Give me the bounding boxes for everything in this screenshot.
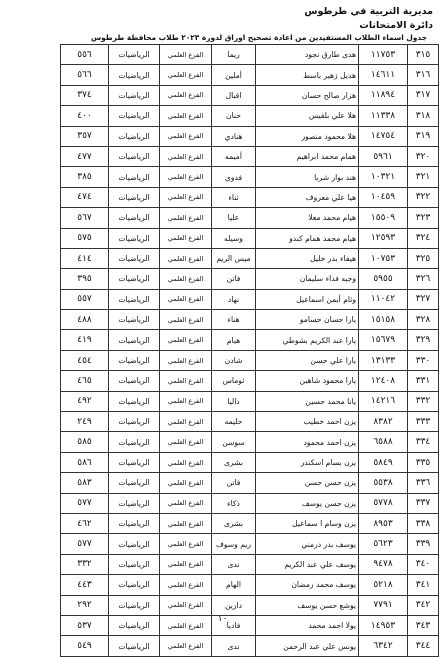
row-seq-number: ٣٢٨ <box>408 310 439 330</box>
row-student-name: هدى طارق نجود <box>256 45 359 65</box>
row-exam-number: ٥٥٣٨ <box>359 473 408 493</box>
row-seq-number: ٣٣٢ <box>408 391 439 411</box>
row-subject: الرياضيات <box>109 228 160 248</box>
row-mark: ٤١٩ <box>61 330 109 350</box>
row-mother-name: دارين <box>212 595 256 615</box>
row-mother-name: بشرى <box>212 513 256 533</box>
row-mother-name: هناء <box>212 310 256 330</box>
row-mother-name: بشرى <box>212 452 256 472</box>
row-branch: الفرع العلمي <box>160 493 212 513</box>
row-mark: ٢٤٩ <box>61 412 109 432</box>
row-subject: الرياضيات <box>109 371 160 391</box>
row-mother-name: وسيله <box>212 228 256 248</box>
row-branch: الفرع العلمي <box>160 330 212 350</box>
row-student-name: يارا عبد الكريم بشوطي <box>256 330 359 350</box>
row-mother-name: ذكاء <box>212 493 256 513</box>
row-branch: الفرع العلمي <box>160 269 212 289</box>
row-mark: ٥٧٥ <box>61 228 109 248</box>
row-student-name: هيفاء بدر خليل <box>256 248 359 268</box>
row-branch: الفرع العلمي <box>160 248 212 268</box>
table-row <box>61 228 439 248</box>
row-student-name: هند بوار شربا <box>256 167 359 187</box>
row-seq-number: ٣٣٣ <box>408 412 439 432</box>
row-branch: الفرع العلمي <box>160 534 212 554</box>
row-student-name: يولا احمد محمد <box>256 615 359 635</box>
row-mother-name: هنادي <box>212 126 256 146</box>
row-subject: الرياضيات <box>109 269 160 289</box>
row-subject: الرياضيات <box>109 65 160 85</box>
row-mark: ٤٨٨ <box>61 310 109 330</box>
row-subject: الرياضيات <box>109 554 160 574</box>
row-subject: الرياضيات <box>109 167 160 187</box>
row-subject: الرياضيات <box>109 146 160 166</box>
row-mark: ٣٩٥ <box>61 269 109 289</box>
row-seq-number: ٣١٧ <box>408 85 439 105</box>
table-row <box>61 513 439 533</box>
row-exam-number: ١٠٤٥٩ <box>359 187 408 207</box>
row-mother-name: ثوماس <box>212 371 256 391</box>
row-student-name: يوسف محمد رمضان <box>256 575 359 595</box>
table-row <box>61 289 439 309</box>
row-student-name: يارا علي حسن <box>256 350 359 370</box>
table-row <box>61 106 439 126</box>
row-mother-name: فاديا <box>212 615 256 635</box>
table-row <box>61 330 439 350</box>
row-exam-number: ١٥١٥٨ <box>359 310 408 330</box>
table-row <box>61 452 439 472</box>
row-subject: الرياضيات <box>109 350 160 370</box>
row-mother-name: اقبال <box>212 85 256 105</box>
row-student-name: هلا علي بلقيس <box>256 106 359 126</box>
row-branch: الفرع العلمي <box>160 391 212 411</box>
row-branch: الفرع العلمي <box>160 412 212 432</box>
row-mother-name: ندى <box>212 636 256 656</box>
table-row <box>61 636 439 656</box>
row-exam-number: ١٢٥٩٣ <box>359 228 408 248</box>
row-branch: الفرع العلمي <box>160 65 212 85</box>
row-seq-number: ٣٣١ <box>408 371 439 391</box>
row-student-name: يزن وسام ا سماعيل <box>256 513 359 533</box>
row-seq-number: ٣٣٨ <box>408 513 439 533</box>
row-exam-number: ٥٢١٨ <box>359 575 408 595</box>
row-mark: ٢٩٢ <box>61 595 109 615</box>
row-exam-number: ١٥٥٠٩ <box>359 208 408 228</box>
row-seq-number: ٣٤٢ <box>408 595 439 615</box>
row-mother-name: سوسن <box>212 432 256 452</box>
row-mark: ٥٨٦ <box>61 452 109 472</box>
row-student-name: يزن حسن يوسف <box>256 493 359 513</box>
row-branch: الفرع العلمي <box>160 167 212 187</box>
row-seq-number: ٣١٩ <box>408 126 439 146</box>
row-student-name: وئام أيمن اسماعيل <box>256 289 359 309</box>
row-mark: ٣٣٢ <box>61 554 109 574</box>
table-row <box>61 473 439 493</box>
row-subject: الرياضيات <box>109 248 160 268</box>
row-mother-name: ندى <box>212 554 256 574</box>
row-student-name: يوسف علي عبد الكريم <box>256 554 359 574</box>
department-title: دائرة الامتحانات <box>359 20 433 31</box>
row-seq-number: ٣٣٦ <box>408 473 439 493</box>
row-seq-number: ٣٢٥ <box>408 248 439 268</box>
row-student-name: يارا محمود شاهين <box>256 371 359 391</box>
row-mark: ٤٧٧ <box>61 146 109 166</box>
row-mark: ٥٥٦ <box>61 45 109 65</box>
row-branch: الفرع العلمي <box>160 310 212 330</box>
row-exam-number: ٨٩٥٣ <box>359 513 408 533</box>
table-row <box>61 493 439 513</box>
row-student-name: هيام محمد همام كندو <box>256 228 359 248</box>
row-student-name: يارا حسان حسامو <box>256 310 359 330</box>
row-branch: الفرع العلمي <box>160 187 212 207</box>
row-branch: الفرع العلمي <box>160 371 212 391</box>
row-exam-number: ٨٣٨٢ <box>359 412 408 432</box>
row-mother-name: الهام <box>212 575 256 595</box>
row-exam-number: ٥٦٢٣ <box>359 534 408 554</box>
row-student-name: هديل زهير باسط <box>256 65 359 85</box>
row-subject: الرياضيات <box>109 126 160 146</box>
row-exam-number: ٧٧٩١ <box>359 595 408 615</box>
row-subject: الرياضيات <box>109 106 160 126</box>
row-mark: ٥٦٦ <box>61 65 109 85</box>
row-exam-number: ١٢٤٠٨ <box>359 371 408 391</box>
table-row <box>61 595 439 615</box>
table-row <box>61 167 439 187</box>
row-student-name: يزن بسام اسكندر <box>256 452 359 472</box>
row-mother-name: نهاد <box>212 289 256 309</box>
row-mark: ٤٤٣ <box>61 575 109 595</box>
row-branch: الفرع العلمي <box>160 106 212 126</box>
row-exam-number: ٥٩٥٥ <box>359 269 408 289</box>
row-mother-name: حليمه <box>212 412 256 432</box>
table-row <box>61 146 439 166</box>
row-student-name: يزن احمد محمود <box>256 432 359 452</box>
row-exam-number: ٩٤٧٨ <box>359 554 408 574</box>
row-seq-number: ٣٢٧ <box>408 289 439 309</box>
row-branch: الفرع العلمي <box>160 513 212 533</box>
row-branch: الفرع العلمي <box>160 554 212 574</box>
row-seq-number: ٣٢٩ <box>408 330 439 350</box>
row-mark: ٤٩٢ <box>61 391 109 411</box>
row-seq-number: ٣٤٤ <box>408 636 439 656</box>
table-row <box>61 575 439 595</box>
row-mother-name: عليا <box>212 208 256 228</box>
row-seq-number: ٣٢٤ <box>408 228 439 248</box>
row-exam-number: ١١٧٥٣ <box>359 45 408 65</box>
row-exam-number: ١١٣٣٨ <box>359 106 408 126</box>
row-branch: الفرع العلمي <box>160 615 212 635</box>
row-exam-number: ١١٨٩٤ <box>359 85 408 105</box>
row-branch: الفرع العلمي <box>160 289 212 309</box>
row-subject: الرياضيات <box>109 452 160 472</box>
page-number: ١٠ <box>217 614 228 624</box>
row-branch: الفرع العلمي <box>160 452 212 472</box>
row-branch: الفرع العلمي <box>160 208 212 228</box>
row-seq-number: ٣٣٧ <box>408 493 439 513</box>
row-seq-number: ٣٤٣ <box>408 615 439 635</box>
row-mark: ٤٧٤ <box>61 187 109 207</box>
row-subject: الرياضيات <box>109 208 160 228</box>
row-mark: ٥٨٥ <box>61 432 109 452</box>
row-branch: الفرع العلمي <box>160 126 212 146</box>
row-mother-name: فاتن <box>212 473 256 493</box>
row-mother-name: شادن <box>212 350 256 370</box>
row-mark: ٥٧٧ <box>61 534 109 554</box>
row-subject: الرياضيات <box>109 513 160 533</box>
row-mark: ٤٠٠ <box>61 106 109 126</box>
row-seq-number: ٣٣٩ <box>408 534 439 554</box>
row-mark: ٣٥٧ <box>61 126 109 146</box>
table-row <box>61 371 439 391</box>
table-row <box>61 269 439 289</box>
table-row <box>61 554 439 574</box>
row-mother-name: حنان <box>212 106 256 126</box>
row-seq-number: ٣٢٣ <box>408 208 439 228</box>
row-exam-number: ١٥٦٧٩ <box>359 330 408 350</box>
row-subject: الرياضيات <box>109 310 160 330</box>
row-exam-number: ١٠٧٥٣ <box>359 248 408 268</box>
row-branch: الفرع العلمي <box>160 432 212 452</box>
row-mother-name: ريم وسوف <box>212 534 256 554</box>
row-mother-name: فاتن <box>212 269 256 289</box>
row-subject: الرياضيات <box>109 187 160 207</box>
row-seq-number: ٣٢٦ <box>408 269 439 289</box>
row-subject: الرياضيات <box>109 575 160 595</box>
row-seq-number: ٣٣٥ <box>408 452 439 472</box>
row-subject: الرياضيات <box>109 636 160 656</box>
row-seq-number: ٣٤٠ <box>408 554 439 574</box>
row-seq-number: ٣٢٢ <box>408 187 439 207</box>
table-row <box>61 187 439 207</box>
row-student-name: هلا محمود منصور <box>256 126 359 146</box>
row-student-name: يانا محمد حسين <box>256 391 359 411</box>
row-branch: الفرع العلمي <box>160 473 212 493</box>
row-mother-name: ريما <box>212 45 256 65</box>
row-student-name: يوسف بدر درمني <box>256 534 359 554</box>
row-subject: الرياضيات <box>109 493 160 513</box>
row-subject: الرياضيات <box>109 595 160 615</box>
row-seq-number: ٣٣٠ <box>408 350 439 370</box>
row-student-name: وجيه فداء سليمان <box>256 269 359 289</box>
row-mother-name: هيام <box>212 330 256 350</box>
row-mark: ٤٥٤ <box>61 350 109 370</box>
row-student-name: يونس علي عبد الرحمن <box>256 636 359 656</box>
row-branch: الفرع العلمي <box>160 228 212 248</box>
row-subject: الرياضيات <box>109 85 160 105</box>
row-branch: الفرع العلمي <box>160 595 212 615</box>
row-student-name: هيا علي معروف <box>256 187 359 207</box>
row-mother-name: داليا <box>212 391 256 411</box>
row-seq-number: ٣٣٤ <box>408 432 439 452</box>
row-mark: ٥٧٧ <box>61 493 109 513</box>
row-branch: الفرع العلمي <box>160 146 212 166</box>
row-mark: ٥٦٧ <box>61 208 109 228</box>
row-seq-number: ٣١٦ <box>408 65 439 85</box>
table-row <box>61 391 439 411</box>
row-student-name: همام محمد ابراهيم <box>256 146 359 166</box>
row-subject: الرياضيات <box>109 412 160 432</box>
row-seq-number: ٣٤١ <box>408 575 439 595</box>
table-row <box>61 534 439 554</box>
row-seq-number: ٣٢٠ <box>408 146 439 166</box>
row-mark: ٥٨٣ <box>61 473 109 493</box>
table-row <box>61 412 439 432</box>
row-exam-number: ٦٣٤٢ <box>359 636 408 656</box>
table-row <box>61 350 439 370</box>
row-exam-number: ٥٨٤٩ <box>359 452 408 472</box>
row-seq-number: ٣٢١ <box>408 167 439 187</box>
row-mother-name: أميمه <box>212 146 256 166</box>
row-exam-number: ٦٥٨٨ <box>359 432 408 452</box>
table-row <box>61 310 439 330</box>
table-row <box>61 45 439 65</box>
row-mother-name: ثناء <box>212 187 256 207</box>
row-subject: الرياضيات <box>109 45 160 65</box>
table-row <box>61 432 439 452</box>
row-seq-number: ٣١٨ <box>408 106 439 126</box>
row-subject: الرياضيات <box>109 289 160 309</box>
row-exam-number: ١٤٩٥٣ <box>359 615 408 635</box>
row-branch: الفرع العلمي <box>160 350 212 370</box>
row-mark: ٤١٤ <box>61 248 109 268</box>
row-mark: ٥٤٩ <box>61 636 109 656</box>
row-subject: الرياضيات <box>109 330 160 350</box>
directorate-title: مديرية التربية في طرطوس <box>304 6 433 17</box>
row-seq-number: ٣١٥ <box>408 45 439 65</box>
table-row <box>61 126 439 146</box>
row-branch: الفرع العلمي <box>160 45 212 65</box>
table-row <box>61 248 439 268</box>
students-table-body <box>61 45 439 657</box>
row-subject: الرياضيات <box>109 615 160 635</box>
row-mother-name: ميس الريم <box>212 248 256 268</box>
row-mark: ٥٣٧ <box>61 615 109 635</box>
row-mark: ٤٦٢ <box>61 513 109 533</box>
table-row <box>61 65 439 85</box>
students-table <box>60 44 439 657</box>
table-caption: جدول اسماء الطلاب المستفيدين من اعادة تصحيح اوراق لدورة ٢٠٢٣ طلاب محافظة طرطوس <box>90 33 427 42</box>
row-branch: الفرع العلمي <box>160 85 212 105</box>
row-branch: الفرع العلمي <box>160 636 212 656</box>
row-exam-number: ٥٧٧٨ <box>359 493 408 513</box>
row-exam-number: ١١٠٤٢ <box>359 289 408 309</box>
row-subject: الرياضيات <box>109 473 160 493</box>
row-branch: الفرع العلمي <box>160 575 212 595</box>
row-student-name: يوشع حسن يوسف <box>256 595 359 615</box>
row-exam-number: ١٠٣٢١ <box>359 167 408 187</box>
row-student-name: هيام محمد معلا <box>256 208 359 228</box>
row-mark: ٣٧٤ <box>61 85 109 105</box>
row-mark: ٤٦٥ <box>61 371 109 391</box>
row-exam-number: ١٤٢١٦ <box>359 391 408 411</box>
table-row <box>61 85 439 105</box>
row-student-name: هزار صالح حسان <box>256 85 359 105</box>
row-subject: الرياضيات <box>109 534 160 554</box>
row-mark: ٥٥٧ <box>61 289 109 309</box>
row-exam-number: ١٤٦١١ <box>359 65 408 85</box>
table-row <box>61 208 439 228</box>
row-subject: الرياضيات <box>109 391 160 411</box>
row-exam-number: ١٣١٣٣ <box>359 350 408 370</box>
row-mark: ٣٨٥ <box>61 167 109 187</box>
row-student-name: يزن حسن حسن <box>256 473 359 493</box>
row-mother-name: فدوى <box>212 167 256 187</box>
row-exam-number: ١٤٧٥٤ <box>359 126 408 146</box>
row-student-name: يزن احمد خطيب <box>256 412 359 432</box>
row-subject: الرياضيات <box>109 432 160 452</box>
row-exam-number: ٥٩٦١ <box>359 146 408 166</box>
row-mother-name: أملين <box>212 65 256 85</box>
